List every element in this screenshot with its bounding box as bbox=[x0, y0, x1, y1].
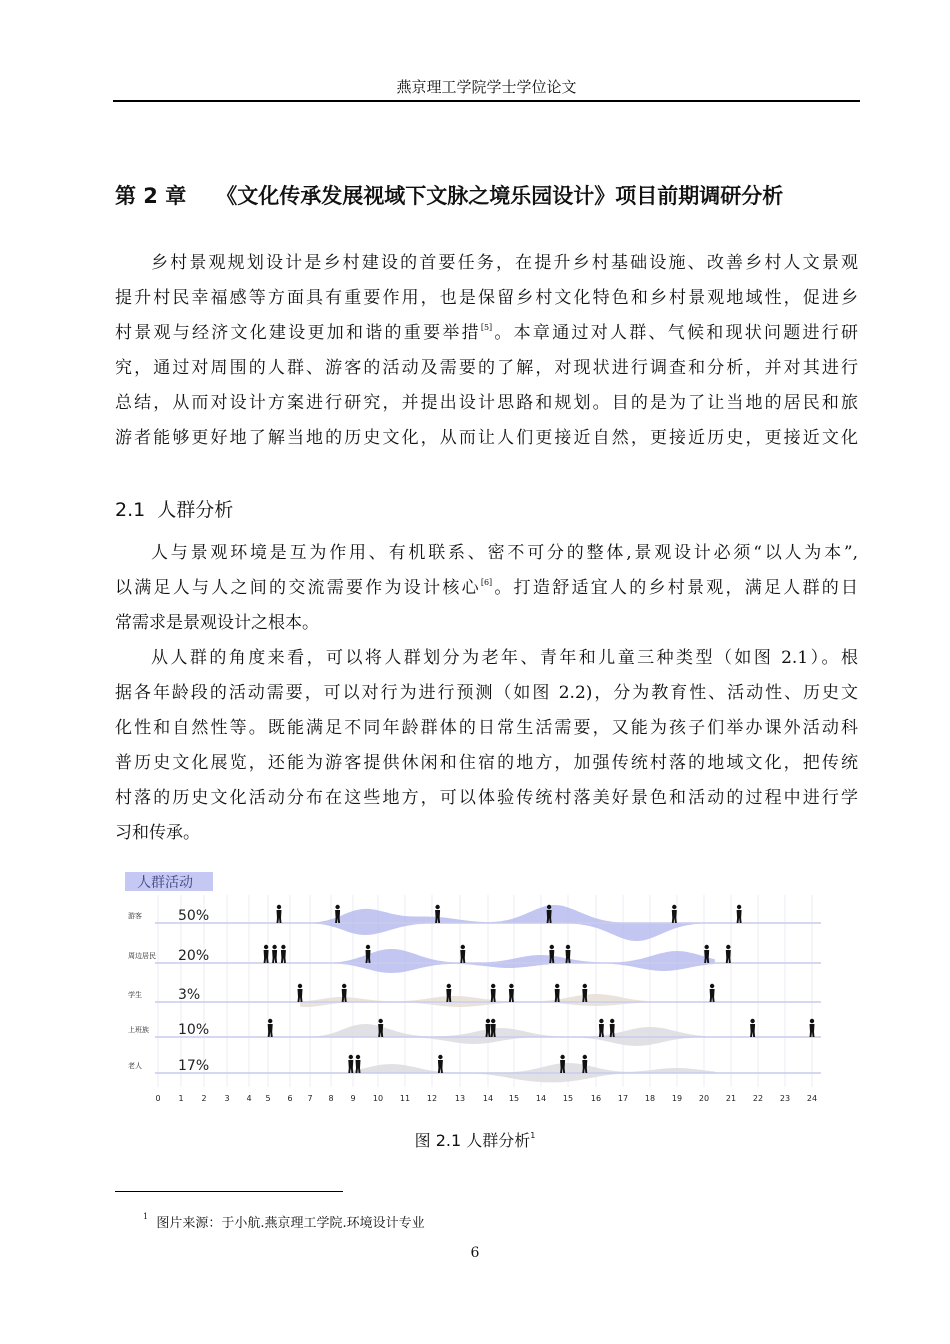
x-tick-label: 13 bbox=[454, 1094, 466, 1103]
x-tick-label: 4 bbox=[246, 1094, 252, 1103]
x-tick-label: 18 bbox=[644, 1094, 656, 1103]
person-silhouette-icon bbox=[710, 984, 715, 1002]
x-tick-label: 15 bbox=[508, 1094, 520, 1103]
section-title: 人群分析 bbox=[157, 499, 234, 521]
paragraph-line bbox=[115, 576, 858, 600]
person-silhouette-icon bbox=[599, 1019, 604, 1037]
paragraph-line: 据各年龄段的活动需要，可以对行为进行预测（如图 2.2)，分为教育性、活动性、历史文 bbox=[115, 683, 858, 703]
chapter-heading bbox=[115, 180, 858, 210]
person-silhouette-icon bbox=[509, 984, 514, 1002]
row-label: 游客 bbox=[128, 912, 142, 920]
section-heading bbox=[115, 495, 233, 522]
row-label: 周边居民 bbox=[128, 952, 156, 960]
x-tick-label: 17 bbox=[617, 1094, 629, 1103]
chapter-title: 《文化传承发展视域下文脉之境乐园设计》项目前期调研分析 bbox=[216, 184, 784, 208]
person-silhouette-icon bbox=[438, 1055, 443, 1073]
activity-area bbox=[310, 949, 715, 973]
person-silhouette-icon bbox=[726, 945, 731, 963]
citation[interactable]: [5] bbox=[480, 323, 493, 332]
footnote-rule bbox=[115, 1191, 343, 1192]
x-tick-label: 21 bbox=[725, 1094, 737, 1103]
person-silhouette-icon bbox=[555, 984, 560, 1002]
x-tick-label: 9 bbox=[350, 1094, 356, 1103]
person-silhouette-icon bbox=[460, 945, 465, 963]
text: 村景观与经济文化建设更加和谐的重要举措 bbox=[115, 323, 481, 343]
person-silhouette-icon bbox=[264, 945, 269, 963]
figure-title: 人群活动 bbox=[137, 875, 193, 891]
x-tick-label: 11 bbox=[399, 1094, 411, 1103]
footnote bbox=[143, 1212, 425, 1231]
section-number: 2.1 bbox=[115, 499, 146, 521]
x-tick-label: 7 bbox=[307, 1094, 313, 1103]
paragraph-line: 究，通过对周围的人群、游客的活动及需要的了解，对现状进行调查和分析，并对其进行 bbox=[115, 358, 858, 378]
x-tick-label: 14 bbox=[535, 1094, 547, 1103]
footnote-mark: 1 bbox=[143, 1212, 149, 1221]
paragraph-line: 总结，从而对设计方案进行研究，并提出设计思路和规划。目的是为了让当地的居民和旅 bbox=[115, 393, 858, 413]
paragraph-line: 常需求是景观设计之根本。 bbox=[115, 613, 319, 633]
row-label: 学生 bbox=[128, 991, 142, 999]
paragraph-line: 从人群的角度来看，可以将人群划分为老年、青年和儿童三种类型（如图 2.1）。根 bbox=[151, 648, 858, 668]
x-tick-label: 3 bbox=[224, 1094, 230, 1103]
paragraph-line: 人与景观环境是互为作用、有机联系、密不可分的整体,景观设计必须“以人为本”, bbox=[151, 543, 858, 563]
page-number: 6 bbox=[470, 1245, 480, 1261]
x-tick-label: 20 bbox=[698, 1094, 710, 1103]
row-label: 上班族 bbox=[128, 1026, 149, 1034]
row-label: 老人 bbox=[128, 1062, 142, 1070]
row-percent: 10% bbox=[178, 1022, 210, 1038]
person-silhouette-icon bbox=[737, 905, 742, 923]
x-tick-label: 22 bbox=[752, 1094, 764, 1103]
header-rule bbox=[113, 100, 860, 102]
paragraph-line: 村落的历史文化活动分布在这些地方，可以体验传统村落美好景色和活动的过程中进行学 bbox=[115, 788, 858, 808]
crowd-activity-figure bbox=[115, 865, 835, 1110]
footnote-text: 图片来源：于小航.燕京理工学院.环境设计专业 bbox=[156, 1216, 425, 1231]
footnote-ref[interactable]: 1 bbox=[530, 1131, 536, 1140]
figure-caption bbox=[0, 1128, 950, 1151]
paragraph-line: 化性和自然性等。既能满足不同年龄群体的日常生活需要，又能为孩子们举办课外活动科 bbox=[115, 718, 858, 738]
person-silhouette-icon bbox=[277, 905, 282, 923]
person-silhouette-icon bbox=[491, 984, 496, 1002]
paragraph-line: 游者能够更好地了解当地的历史文化，从而让人们更接近自然，更接近历史，更接近文化 bbox=[115, 428, 858, 448]
x-tick-label: 5 bbox=[265, 1094, 271, 1103]
x-tick-label: 23 bbox=[779, 1094, 791, 1103]
paragraph-line: 提升村民幸福感等方面具有重要作用，也是保留乡村文化特色和乡村景观地域性，促进乡 bbox=[115, 288, 858, 308]
x-tick-label: 19 bbox=[671, 1094, 683, 1103]
person-silhouette-icon bbox=[672, 905, 677, 923]
text: 以满足人与人之间的交流需要作为设计核心 bbox=[115, 578, 481, 598]
person-silhouette-icon bbox=[348, 1055, 353, 1073]
paragraph-line bbox=[115, 321, 858, 345]
row-percent: 50% bbox=[178, 908, 210, 924]
x-tick-label: 24 bbox=[806, 1094, 818, 1103]
row-percent: 3% bbox=[178, 987, 201, 1003]
person-silhouette-icon bbox=[272, 945, 277, 963]
x-tick-label: 15 bbox=[562, 1094, 574, 1103]
x-tick-label: 10 bbox=[372, 1094, 384, 1103]
x-tick-label: 6 bbox=[287, 1094, 293, 1103]
caption-text: 图 2.1 人群分析 bbox=[414, 1131, 531, 1150]
activity-area bbox=[300, 994, 647, 1007]
person-silhouette-icon bbox=[281, 945, 286, 963]
x-tick-label: 12 bbox=[426, 1094, 438, 1103]
x-tick-label: 2 bbox=[201, 1094, 207, 1103]
citation[interactable]: [6] bbox=[480, 578, 493, 587]
paragraph-line: 乡村景观规划设计是乡村建设的首要任务，在提升乡村基础设施、改善乡村人文景观 bbox=[151, 253, 858, 273]
person-silhouette-icon bbox=[750, 1019, 755, 1037]
paragraph-line: 习和传承。 bbox=[115, 823, 200, 843]
text: 。本章通过对人群、气候和现状问题进行研 bbox=[492, 323, 858, 343]
chapter-number: 第 2 章 bbox=[115, 184, 187, 208]
paragraph-line: 普历史文化展览，还能为游客提供休闲和住宿的地方，加强传统村落的地域文化，把传统 bbox=[115, 753, 858, 773]
x-tick-label: 16 bbox=[590, 1094, 602, 1103]
running-header: 燕京理工学院学士学位论文 bbox=[396, 78, 577, 96]
row-percent: 17% bbox=[178, 1058, 210, 1074]
person-silhouette-icon bbox=[268, 1019, 273, 1037]
person-silhouette-icon bbox=[298, 984, 303, 1002]
x-tick-label: 0 bbox=[155, 1094, 161, 1103]
x-tick-label: 14 bbox=[482, 1094, 494, 1103]
text: 。打造舒适宜人的乡村景观，满足人群的日 bbox=[492, 578, 858, 598]
activity-area bbox=[279, 1024, 715, 1046]
x-tick-label: 8 bbox=[328, 1094, 334, 1103]
row-percent: 20% bbox=[178, 948, 210, 964]
x-tick-label: 1 bbox=[178, 1094, 184, 1103]
